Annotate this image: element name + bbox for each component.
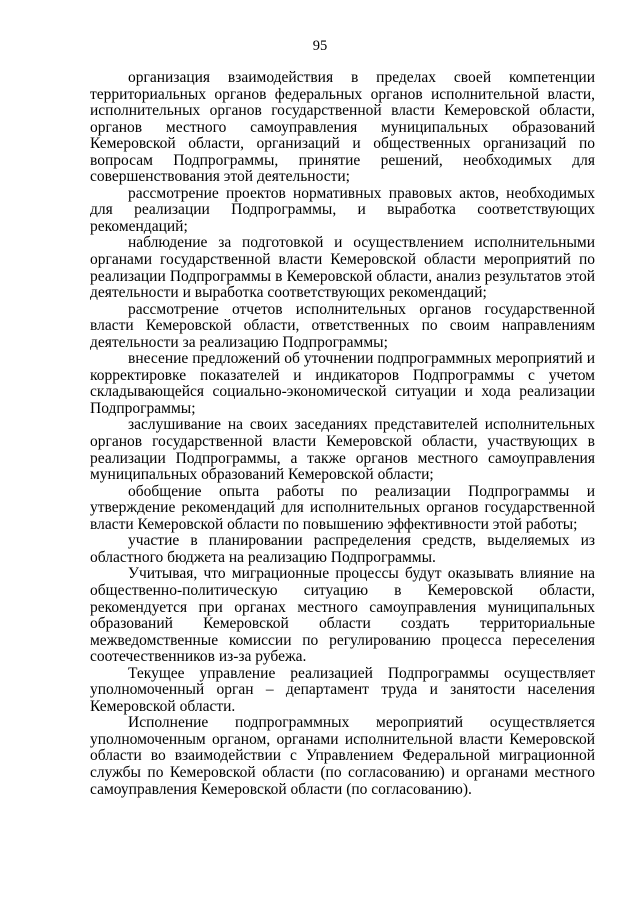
paragraph-hearings: заслушивание на своих заседаниях представителей исполнительных органов государственной власти Кемеровской области, участвующих в реализации Подпрограммы, а также органов местного самоуправления муниципальных образований Кемеровской области; bbox=[90, 416, 595, 484]
paragraph-execution: Исполнение подпрограммных мероприятий осуществляется уполномоченным органом, органами исполнительной власти Кемеровской области во взаимодействии с Управлением Федеральной миграционной службы по Кемеровской области (по согласованию) и органами местного самоуправления Кемеровской области (по согласованию). bbox=[90, 714, 595, 798]
page-number: 95 bbox=[312, 38, 328, 54]
paragraph-proposals: внесение предложений об уточнении подпрограммных мероприятий и корректировке показателей и индикаторов Подпрограммы с учетом складывающейся социально-экономической ситуации и хода реализации Подпрограммы; bbox=[90, 350, 595, 417]
document-body bbox=[90, 70, 595, 798]
paragraph-commissions: Учитывая, что миграционные процессы будут оказывать влияние на общественно-политическую ситуацию в Кемеровской области, рекомендуется при органах местного самоуправления муниципальных образований Кемеровской области создать территориальные межведомственные комиссии по регулированию процесса переселения соотечественников из-за рубежа. bbox=[90, 565, 595, 666]
paragraph-current-management: Текущее управление реализацией Подпрограммы осуществляет уполномоченный орган – департамент труда и занятости населения Кемеровской области. bbox=[90, 664, 595, 715]
paragraph-monitoring: наблюдение за подготовкой и осуществлением исполнительными органами государственной власти Кемеровской области мероприятий по реализации Подпрограммы в Кемеровской области, анализ результатов этой деятельности и выработка соответствующих рекомендаций; bbox=[90, 234, 595, 302]
paragraph-budget-planning: участие в планировании распределения средств, выделяемых из областного бюджета на реализацию Подпрограммы. bbox=[90, 532, 595, 566]
paragraph-draft-acts: рассмотрение проектов нормативных правовых актов, необходимых для реализации Подпрограммы, и выработка соответствующих рекомендаций; bbox=[90, 184, 595, 235]
paragraph-reports: рассмотрение отчетов исполнительных органов государственной власти Кемеровской области, ответственных по своим направлениям деятельности за реализацию Подпрограммы; bbox=[90, 300, 595, 351]
paragraph-coordination: организация взаимодействия в пределах своей компетенции территориальных органов федеральных органов исполнительной власти, исполнительных органов государственной власти Кемеровской области, органов местного самоуправления муниципальных образований Кемеровской области, организаций и общественных организаций по вопросам Подпрограммы, принятие решений, необходимых для совершенствования этой деятельности; bbox=[90, 69, 595, 186]
paragraph-experience: обобщение опыта работы по реализации Подпрограммы и утверждение рекомендаций для исполнительных органов государственной власти Кемеровской области по повышению эффективности этой работы; bbox=[90, 482, 595, 533]
